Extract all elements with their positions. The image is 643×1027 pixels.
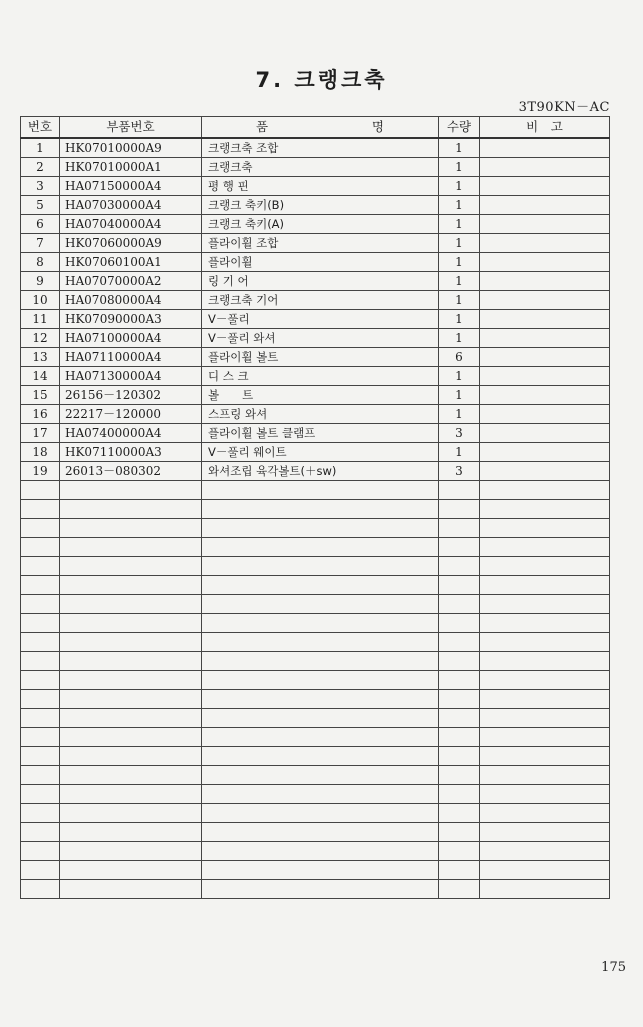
row-part-no: HK07010000A9 — [60, 138, 202, 158]
blank-cell — [21, 842, 60, 861]
row-part-no: HA07100000A4 — [60, 329, 202, 348]
row-remarks — [480, 138, 610, 158]
blank-cell — [439, 519, 480, 538]
blank-cell — [202, 880, 439, 899]
row-qty: 6 — [439, 348, 480, 367]
blank-cell — [21, 690, 60, 709]
blank-cell — [202, 481, 439, 500]
blank-table-row — [21, 538, 610, 557]
row-part-no: HK07090000A3 — [60, 310, 202, 329]
row-no: 9 — [21, 272, 60, 291]
blank-cell — [202, 595, 439, 614]
row-part-no: HA07080000A4 — [60, 291, 202, 310]
blank-cell — [60, 652, 202, 671]
blank-cell — [480, 538, 610, 557]
blank-cell — [439, 785, 480, 804]
blank-cell — [60, 861, 202, 880]
row-qty: 1 — [439, 196, 480, 215]
row-no: 19 — [21, 462, 60, 481]
blank-cell — [480, 728, 610, 747]
row-part-no: 26156－120302 — [60, 386, 202, 405]
row-name: 플라이휠 — [202, 253, 439, 272]
header-name-left: 품 — [256, 119, 269, 134]
blank-cell — [21, 576, 60, 595]
blank-cell — [21, 823, 60, 842]
blank-cell — [60, 671, 202, 690]
blank-cell — [480, 614, 610, 633]
blank-cell — [480, 519, 610, 538]
row-qty: 1 — [439, 158, 480, 177]
blank-cell — [202, 728, 439, 747]
row-qty: 1 — [439, 443, 480, 462]
blank-cell — [202, 538, 439, 557]
blank-cell — [202, 709, 439, 728]
blank-cell — [202, 804, 439, 823]
row-part-no: HA07400000A4 — [60, 424, 202, 443]
blank-cell — [60, 633, 202, 652]
blank-table-row — [21, 766, 610, 785]
blank-cell — [480, 671, 610, 690]
row-part-no: HA07070000A2 — [60, 272, 202, 291]
blank-cell — [60, 500, 202, 519]
blank-cell — [480, 481, 610, 500]
blank-cell — [480, 690, 610, 709]
blank-cell — [202, 861, 439, 880]
blank-cell — [439, 500, 480, 519]
row-name: V－풀리 — [202, 310, 439, 329]
row-part-no: 26013－080302 — [60, 462, 202, 481]
blank-cell — [202, 633, 439, 652]
blank-cell — [21, 557, 60, 576]
table-row — [21, 443, 610, 462]
row-remarks — [480, 443, 610, 462]
blank-cell — [439, 633, 480, 652]
blank-cell — [21, 595, 60, 614]
blank-table-row — [21, 785, 610, 804]
blank-cell — [202, 785, 439, 804]
blank-cell — [60, 766, 202, 785]
blank-table-row — [21, 709, 610, 728]
blank-cell — [480, 595, 610, 614]
blank-cell — [480, 633, 610, 652]
blank-cell — [60, 557, 202, 576]
blank-cell — [60, 823, 202, 842]
blank-cell — [60, 595, 202, 614]
blank-cell — [202, 671, 439, 690]
row-part-no: 22217－120000 — [60, 405, 202, 424]
blank-table-row — [21, 614, 610, 633]
row-name: 플라이휠 볼트 클램프 — [202, 424, 439, 443]
header-part-no: 부품번호 — [60, 117, 202, 139]
table-row — [21, 405, 610, 424]
header-qty: 수량 — [439, 117, 480, 139]
blank-cell — [202, 766, 439, 785]
blank-cell — [60, 880, 202, 899]
row-part-no: HK07060100A1 — [60, 253, 202, 272]
blank-cell — [480, 652, 610, 671]
row-name: 링 기 어 — [202, 272, 439, 291]
row-qty: 1 — [439, 291, 480, 310]
row-name: 크랭크축 — [202, 158, 439, 177]
blank-cell — [60, 747, 202, 766]
row-remarks — [480, 291, 610, 310]
row-remarks — [480, 310, 610, 329]
row-name: 디 스 크 — [202, 367, 439, 386]
blank-cell — [480, 766, 610, 785]
row-no: 16 — [21, 405, 60, 424]
blank-table-row — [21, 747, 610, 766]
row-name: 플라이휠 볼트 — [202, 348, 439, 367]
blank-cell — [202, 690, 439, 709]
blank-cell — [439, 823, 480, 842]
table-row — [21, 424, 610, 443]
parts-table — [20, 116, 610, 899]
page-number: 175 — [601, 960, 626, 975]
blank-cell — [60, 785, 202, 804]
blank-table-row — [21, 595, 610, 614]
blank-cell — [439, 652, 480, 671]
header-name-right: 명 — [371, 119, 384, 134]
row-remarks — [480, 253, 610, 272]
row-qty: 1 — [439, 215, 480, 234]
blank-cell — [21, 747, 60, 766]
model-code: 3T90KN－AC — [518, 100, 610, 115]
blank-cell — [21, 538, 60, 557]
blank-cell — [439, 671, 480, 690]
blank-cell — [439, 709, 480, 728]
row-remarks — [480, 196, 610, 215]
row-qty: 3 — [439, 462, 480, 481]
row-remarks — [480, 462, 610, 481]
table-row — [21, 329, 610, 348]
row-no: 10 — [21, 291, 60, 310]
row-remarks — [480, 329, 610, 348]
table-row — [21, 291, 610, 310]
row-name: 크랭크 축키(A) — [202, 215, 439, 234]
blank-table-row — [21, 652, 610, 671]
blank-cell — [21, 500, 60, 519]
row-no: 17 — [21, 424, 60, 443]
blank-cell — [202, 500, 439, 519]
row-no: 12 — [21, 329, 60, 348]
header-no: 번호 — [21, 117, 60, 139]
row-remarks — [480, 405, 610, 424]
row-no: 15 — [21, 386, 60, 405]
table-row — [21, 386, 610, 405]
blank-cell — [480, 804, 610, 823]
blank-cell — [21, 519, 60, 538]
blank-cell — [21, 633, 60, 652]
blank-cell — [439, 595, 480, 614]
blank-cell — [439, 728, 480, 747]
blank-cell — [480, 557, 610, 576]
parts-table-body — [21, 138, 610, 899]
row-part-no: HK07060000A9 — [60, 234, 202, 253]
row-no: 3 — [21, 177, 60, 196]
row-part-no: HA07040000A4 — [60, 215, 202, 234]
blank-cell — [60, 709, 202, 728]
blank-cell — [21, 766, 60, 785]
row-part-no: HA07150000A4 — [60, 177, 202, 196]
row-remarks — [480, 386, 610, 405]
blank-cell — [21, 481, 60, 500]
blank-cell — [60, 728, 202, 747]
blank-table-row — [21, 823, 610, 842]
page-title: 7. 크랭크축 — [255, 68, 388, 92]
blank-table-row — [21, 842, 610, 861]
table-row — [21, 215, 610, 234]
blank-cell — [21, 709, 60, 728]
row-part-no: HA07110000A4 — [60, 348, 202, 367]
blank-cell — [60, 576, 202, 595]
header-name — [202, 117, 439, 139]
blank-cell — [202, 519, 439, 538]
row-no: 18 — [21, 443, 60, 462]
row-name: 크랭크축 기어 — [202, 291, 439, 310]
blank-cell — [439, 557, 480, 576]
row-qty: 1 — [439, 329, 480, 348]
blank-cell — [439, 538, 480, 557]
blank-table-row — [21, 690, 610, 709]
blank-cell — [439, 481, 480, 500]
blank-cell — [60, 842, 202, 861]
row-no: 13 — [21, 348, 60, 367]
row-no: 14 — [21, 367, 60, 386]
blank-cell — [21, 614, 60, 633]
blank-cell — [21, 785, 60, 804]
row-name: 평 행 핀 — [202, 177, 439, 196]
blank-cell — [202, 747, 439, 766]
row-part-no: HK07010000A1 — [60, 158, 202, 177]
blank-cell — [202, 614, 439, 633]
blank-table-row — [21, 633, 610, 652]
row-remarks — [480, 234, 610, 253]
row-remarks — [480, 272, 610, 291]
row-qty: 1 — [439, 310, 480, 329]
table-row — [21, 158, 610, 177]
blank-cell — [21, 671, 60, 690]
blank-cell — [480, 576, 610, 595]
table-row — [21, 348, 610, 367]
blank-cell — [439, 766, 480, 785]
blank-cell — [480, 861, 610, 880]
blank-cell — [21, 652, 60, 671]
blank-cell — [60, 614, 202, 633]
blank-table-row — [21, 671, 610, 690]
blank-cell — [439, 747, 480, 766]
blank-table-row — [21, 861, 610, 880]
blank-cell — [480, 747, 610, 766]
table-row — [21, 196, 610, 215]
row-no: 11 — [21, 310, 60, 329]
row-no: 2 — [21, 158, 60, 177]
row-name: 크랭크축 조합 — [202, 138, 439, 158]
row-qty: 1 — [439, 386, 480, 405]
blank-cell — [439, 804, 480, 823]
blank-cell — [202, 576, 439, 595]
table-header-row — [21, 117, 610, 139]
blank-cell — [480, 500, 610, 519]
table-row — [21, 272, 610, 291]
blank-cell — [21, 728, 60, 747]
blank-table-row — [21, 500, 610, 519]
table-row — [21, 310, 610, 329]
row-no: 1 — [21, 138, 60, 158]
blank-table-row — [21, 576, 610, 595]
row-part-no: HA07030000A4 — [60, 196, 202, 215]
blank-cell — [480, 842, 610, 861]
row-name: 볼 트 — [202, 386, 439, 405]
blank-cell — [480, 823, 610, 842]
row-part-no: HA07130000A4 — [60, 367, 202, 386]
row-qty: 1 — [439, 177, 480, 196]
blank-table-row — [21, 481, 610, 500]
table-row — [21, 253, 610, 272]
blank-cell — [439, 614, 480, 633]
row-qty: 1 — [439, 405, 480, 424]
blank-cell — [480, 785, 610, 804]
row-part-no: HK07110000A3 — [60, 443, 202, 462]
row-qty: 1 — [439, 234, 480, 253]
row-qty: 1 — [439, 367, 480, 386]
row-no: 7 — [21, 234, 60, 253]
row-name: 크랭크 축키(B) — [202, 196, 439, 215]
row-qty: 1 — [439, 253, 480, 272]
table-row — [21, 177, 610, 196]
blank-table-row — [21, 804, 610, 823]
blank-cell — [202, 557, 439, 576]
row-name: 플라이휠 조합 — [202, 234, 439, 253]
table-row — [21, 367, 610, 386]
blank-cell — [202, 842, 439, 861]
row-name: V－풀리 와셔 — [202, 329, 439, 348]
row-name: 와셔조립 육각볼트(＋sw) — [202, 462, 439, 481]
blank-cell — [202, 823, 439, 842]
blank-cell — [60, 804, 202, 823]
blank-cell — [480, 709, 610, 728]
table-row — [21, 138, 610, 158]
row-remarks — [480, 367, 610, 386]
row-no: 8 — [21, 253, 60, 272]
row-remarks — [480, 348, 610, 367]
row-remarks — [480, 177, 610, 196]
table-row — [21, 462, 610, 481]
row-remarks — [480, 158, 610, 177]
row-qty: 3 — [439, 424, 480, 443]
blank-cell — [439, 861, 480, 880]
row-name: 스프링 와셔 — [202, 405, 439, 424]
blank-table-row — [21, 728, 610, 747]
row-remarks — [480, 215, 610, 234]
blank-cell — [439, 690, 480, 709]
blank-cell — [21, 804, 60, 823]
blank-cell — [439, 842, 480, 861]
table-row — [21, 234, 610, 253]
row-no: 5 — [21, 196, 60, 215]
row-name: V－풀리 웨이트 — [202, 443, 439, 462]
blank-table-row — [21, 557, 610, 576]
blank-cell — [480, 880, 610, 899]
header-remarks: 비 고 — [480, 117, 610, 139]
row-qty: 1 — [439, 272, 480, 291]
blank-table-row — [21, 880, 610, 899]
row-qty: 1 — [439, 138, 480, 158]
blank-cell — [439, 576, 480, 595]
blank-cell — [60, 481, 202, 500]
blank-cell — [60, 519, 202, 538]
blank-cell — [202, 652, 439, 671]
blank-table-row — [21, 519, 610, 538]
blank-cell — [21, 880, 60, 899]
row-no: 6 — [21, 215, 60, 234]
blank-cell — [60, 690, 202, 709]
row-remarks — [480, 424, 610, 443]
blank-cell — [21, 861, 60, 880]
blank-cell — [439, 880, 480, 899]
blank-cell — [60, 538, 202, 557]
